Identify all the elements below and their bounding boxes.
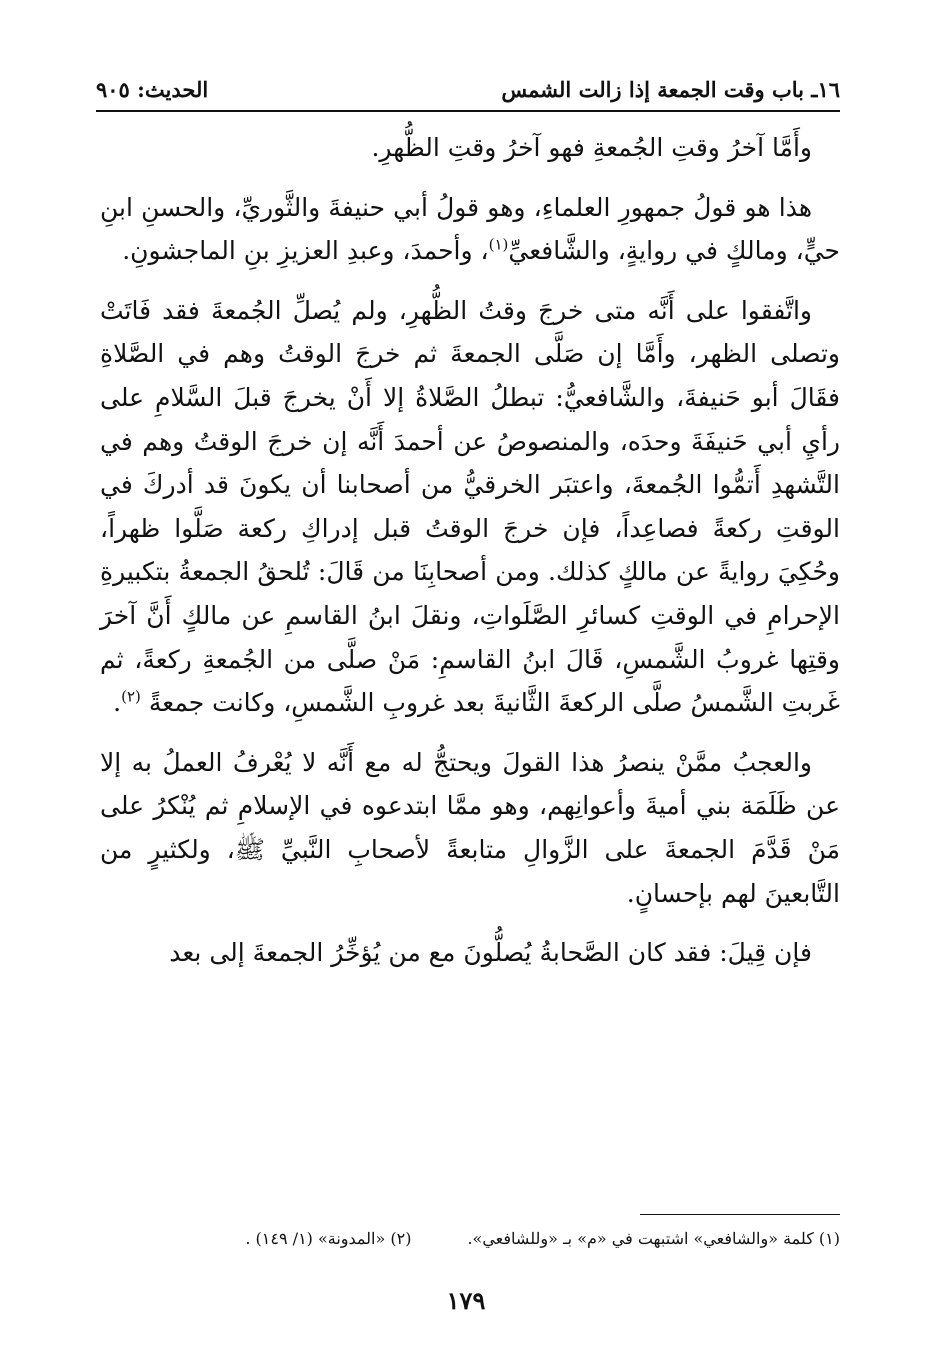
hadith-number: الحديث: ٩٠٥ (96, 76, 209, 102)
footnote-divider (640, 1214, 840, 1215)
chapter-title: ١٦ـ باب وقت الجمعة إذا زالت الشمس (501, 76, 840, 102)
paragraph-4: والعجبُ ممَّنْ ينصرُ هذا القولَ ويحتجُّ له مع أَنَّه لا يُعْرفُ العملُ به إلا عن ظَلَمَة بني أميةَ وأعوانِهم، وهو ممَّا ابتدعوه في الإسلامِ ثم يُنْكرُ على مَنْ قَدَّمَ الجمعةَ على الزَّوالِ متابعةً لأصحابِ النَّبيِّ ﷺ، ولكثيرٍ من التَّابعينَ لهم بإحسانٍ. (100, 747, 840, 908)
paragraph-3: واتَّفقوا على أَنَّه متى خرجَ وقتُ الظُّهرِ، ولم يُصلِّ الجُمعةَ فقد فَاتَتْ وتصلى الظهر، وأَمَّا إن صَلَّى الجمعةَ ثم خرجَ الوقتُ وهم في الصَّلاةِ فقَالَ أبو حَنيفةَ، والشَّافعيُّ: تبطلُ الصَّلاةُ إلا أَنْ يخرجَ قبلَ السَّلامِ على رأيِ أبي حَنيفَةَ وحدَه، والمنصوصُ عن أحمدَ أَنَّه إن خرجَ الوقتُ وهم في التَّشهدِ أَتمُّوا الجُمعةَ، واعتبَر الخرقيُّ من أصحابنا أن يكونَ قد أدركَ في الوقتِ ركعةً فصاعِداً، فإن خرجَ الوقتُ قبل إدراكِ ركعة صَلَّوا ظهراً، وحُكِيَ روايةً عن مالكٍ كذلك. ومن أصحابِنَا من قَالَ: تُلحقُ الجمعةُ بتكبيرةِ الإحرامِ في الوقتِ كسائرِ الصَّلَواتِ، ونقلَ ابنُ القاسمِ عن مالكٍ أَنَّ آخرَ وقتِها غروبُ الشَّمسِ، قَالَ ابنُ القاسمِ: مَنْ صلَّى من الجُمعةِ ركعةً، ثم غَربتِ الشَّمسُ صلَّى الركعةَ الثَّانيةَ بعد غروبِ الشَّمسِ، وكانت جمعةً $^{(٢)}$. (100, 295, 840, 718)
page-number: ١٧٩ (446, 1286, 486, 1315)
paragraph-1: وأَمَّا آخرُ وقتِ الجُمعةِ فهو آخرُ وقتِ الظُّهرِ. (371, 133, 812, 162)
paragraph-5: فإن قِيلَ: فقد كان الصَّحابةُ يُصلُّونَ مع من يُؤخِّرُ الجمعةَ إلى بعد (169, 938, 812, 968)
footnote-ref-1[interactable]: (١) (488, 235, 509, 254)
running-header (96, 72, 840, 106)
paragraph-2: هذا هو قولُ جمهورِ العلماءِ، وهو قولُ أبي حنيفةَ والثَّوريِّ، والحسنِ ابنِ حيٍّ، ومالكٍ في روايةٍ، والشَّافعيِّ$^{(١)}$، وأحمدَ، وعبدِ العزيزِ بنِ الماجشونِ. (100, 192, 840, 266)
header-divider (96, 110, 840, 112)
footnotes (100, 1226, 840, 1252)
main-text (100, 126, 840, 975)
footnote-2: (٢) «المدونة» (١/ ١٤٩) . (245, 1229, 412, 1248)
footnote-1: (١) كلمة «والشافعي» اشتبهت في «م» بـ «وللشافعي». (467, 1229, 840, 1248)
footnote-ref-2[interactable]: (٢) (121, 687, 141, 706)
